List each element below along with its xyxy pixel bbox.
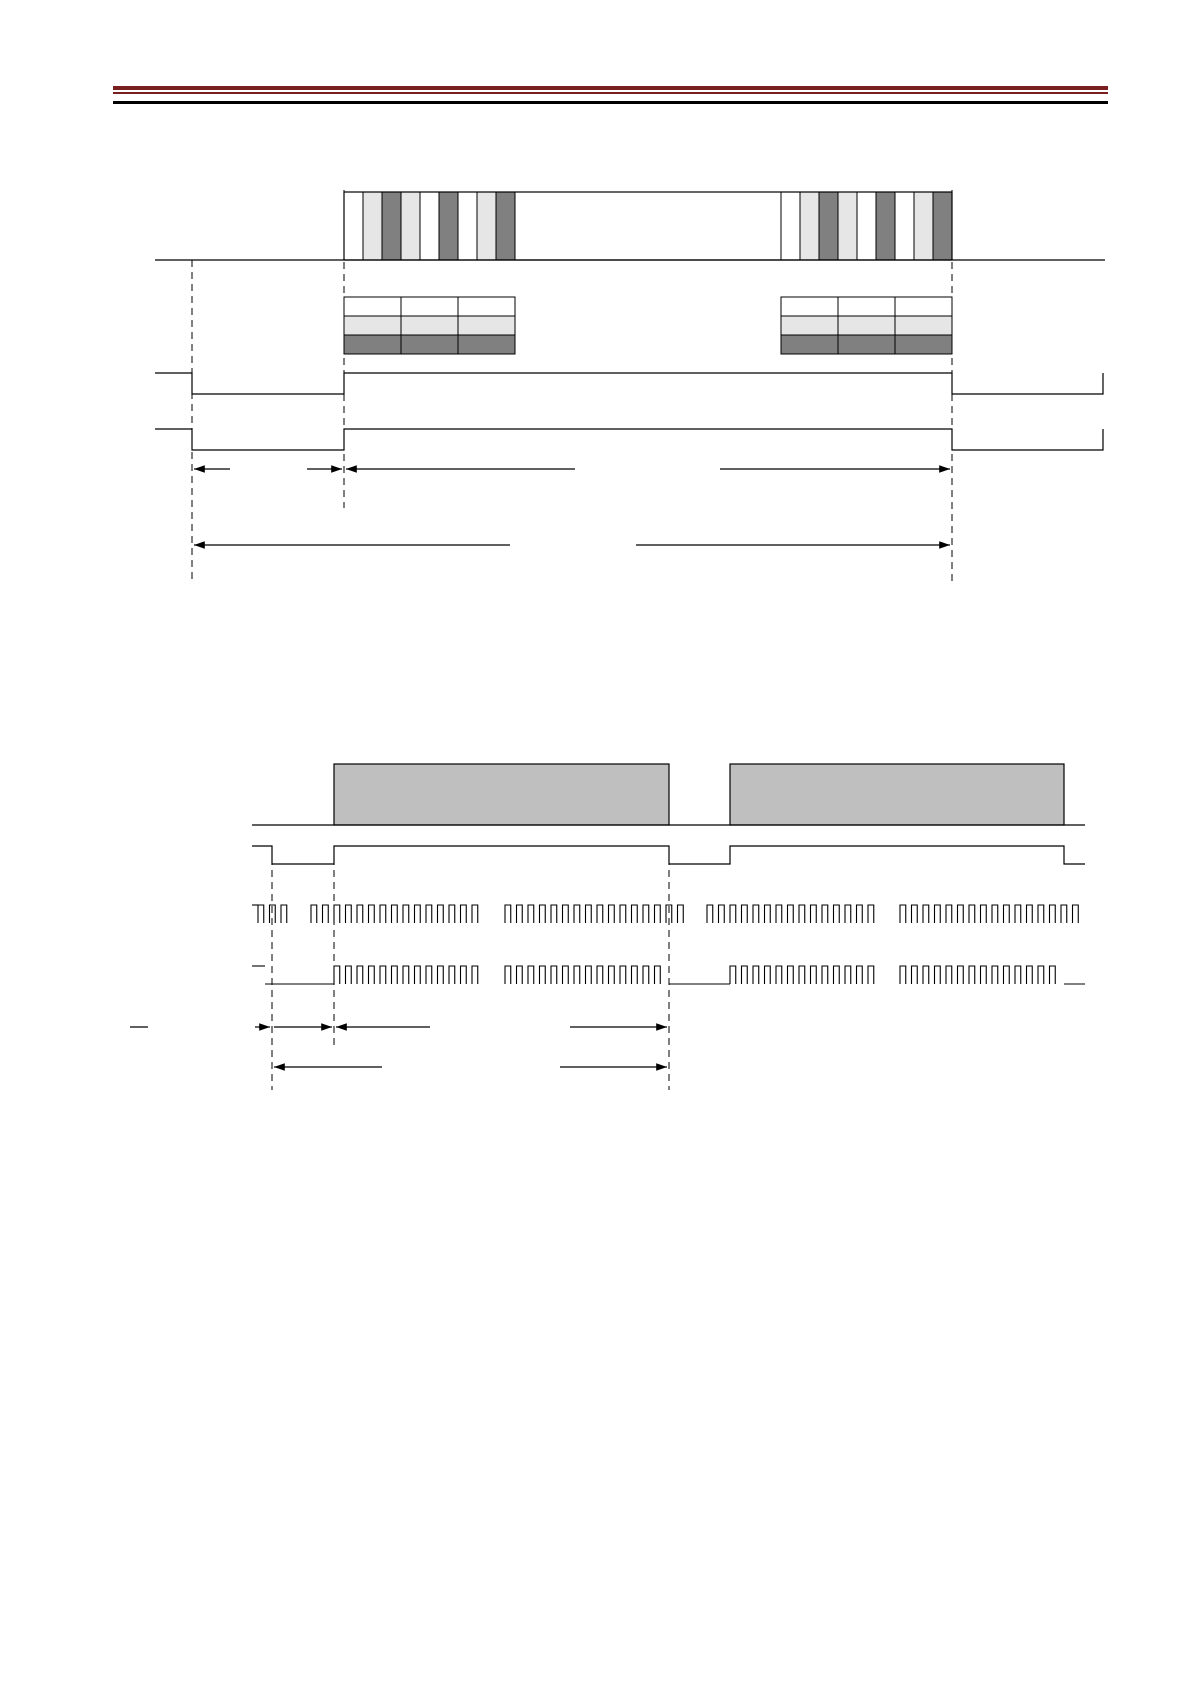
- clock-pulse: [392, 966, 398, 984]
- clock-pulse: [346, 966, 352, 984]
- clock-pulse: [334, 966, 340, 984]
- clock-pulse: [1015, 966, 1021, 984]
- clock-pulse: [551, 905, 557, 923]
- clock-pulse: [380, 905, 386, 923]
- clock-pulse: [857, 966, 863, 984]
- stripe-cell: [876, 192, 895, 260]
- clock-pulse: [788, 905, 794, 923]
- clock-pulse: [969, 966, 975, 984]
- legend-cell: [781, 297, 838, 316]
- header-rule-bottom: [113, 101, 1108, 104]
- clock-pulse: [563, 966, 569, 984]
- clock-pulse: [753, 905, 759, 923]
- clock-pulse: [742, 905, 748, 923]
- stripe-cell: [496, 192, 515, 260]
- clock-pulse: [609, 905, 615, 923]
- clock-pulse: [449, 966, 455, 984]
- clock-pulse: [597, 905, 603, 923]
- stripe-group-right: [781, 192, 952, 260]
- legend-cell: [895, 335, 952, 354]
- clock-pulse: [707, 905, 713, 923]
- bottom-timing-diagram: [130, 764, 1085, 1090]
- clock-pulse: [528, 905, 534, 923]
- clock-pulse: [1038, 905, 1044, 923]
- legend-cell: [838, 335, 895, 354]
- stripe-cell: [857, 192, 876, 260]
- stripe-cell: [477, 192, 496, 260]
- clock-pulse: [632, 905, 638, 923]
- clock-pulse: [742, 966, 748, 984]
- clock-pulse: [472, 966, 478, 984]
- clock-pulse: [822, 966, 828, 984]
- clock-pulse: [655, 905, 661, 923]
- legend-cell: [895, 316, 952, 335]
- clock-pulse: [597, 966, 603, 984]
- header-rules: [113, 86, 1108, 104]
- clock-pulse: [935, 966, 941, 984]
- clock-pulse: [1004, 905, 1010, 923]
- clock-pulse: [258, 905, 264, 923]
- clock-pulse: [461, 966, 467, 984]
- clock-pulse: [1050, 966, 1056, 984]
- clock-pulse: [753, 966, 759, 984]
- clock-pulse: [946, 905, 952, 923]
- clock-pulse: [822, 905, 828, 923]
- stripe-cell: [382, 192, 401, 260]
- stripe-cell: [439, 192, 458, 260]
- clock-pulse: [788, 966, 794, 984]
- clock-pulse: [811, 905, 817, 923]
- clock-pulse: [415, 966, 421, 984]
- clock-pulse: [678, 905, 684, 923]
- clock-pulse: [517, 905, 523, 923]
- legend-cell: [458, 316, 515, 335]
- clock-pulse: [426, 966, 432, 984]
- clock-pulse: [958, 905, 964, 923]
- legend-cell: [895, 297, 952, 316]
- clock-pulse: [845, 966, 851, 984]
- clock-pulse: [505, 966, 511, 984]
- clock-pulse: [730, 966, 736, 984]
- legend-cell: [458, 297, 515, 316]
- clock-pulse: [334, 905, 340, 923]
- clock-pulse: [868, 905, 874, 923]
- clock-pulse: [438, 966, 444, 984]
- clock-pulse: [923, 905, 929, 923]
- clock-pulse: [1015, 905, 1021, 923]
- clock-pulse: [449, 905, 455, 923]
- clock-pulse: [1004, 966, 1010, 984]
- clock-pulse: [586, 905, 592, 923]
- top-timing-diagram: [155, 190, 1105, 582]
- clock-pulse: [620, 966, 626, 984]
- clock-pulse: [776, 966, 782, 984]
- clock-pulse: [574, 905, 580, 923]
- clock-pulse: [655, 966, 661, 984]
- clock-pulse: [1073, 905, 1079, 923]
- legend-cell: [838, 316, 895, 335]
- clock-pulse: [912, 905, 918, 923]
- legend-cell: [344, 316, 401, 335]
- clock-pulse: [461, 905, 467, 923]
- header-rule-top: [113, 86, 1108, 90]
- signal-waveform-2: [155, 429, 1103, 450]
- clock-pulse: [643, 966, 649, 984]
- clock-pulse: [403, 966, 409, 984]
- clock-pulse: [586, 966, 592, 984]
- clock-pulse: [551, 966, 557, 984]
- legend-cell: [401, 297, 458, 316]
- clock-pulse: [719, 905, 725, 923]
- clock-pulse: [392, 905, 398, 923]
- stripe-cell: [401, 192, 420, 260]
- clock-pulse: [834, 966, 840, 984]
- clock-pulse: [472, 905, 478, 923]
- clock-pulse: [323, 905, 329, 923]
- clock-pulse: [540, 905, 546, 923]
- clock-pulse: [563, 905, 569, 923]
- legend-cell: [344, 335, 401, 354]
- clock-pulse: [958, 966, 964, 984]
- stripe-cell: [363, 192, 382, 260]
- clock-pulse: [992, 966, 998, 984]
- clock-pulse: [643, 905, 649, 923]
- clock-pulse: [403, 905, 409, 923]
- clock-pulse: [981, 905, 987, 923]
- clock-pulse: [415, 905, 421, 923]
- clock-pulse: [935, 905, 941, 923]
- clock-pulse: [311, 905, 317, 923]
- clock-waveform-1: [252, 905, 1078, 923]
- legend-cell: [344, 297, 401, 316]
- data-block-1: [334, 764, 669, 825]
- stripe-cell: [933, 192, 952, 260]
- legend-cell: [401, 335, 458, 354]
- clock-pulse: [632, 966, 638, 984]
- clock-pulse: [505, 905, 511, 923]
- clock-pulse: [426, 905, 432, 923]
- stripe-cell: [781, 192, 800, 260]
- clock-pulse: [765, 966, 771, 984]
- clock-pulse: [369, 905, 375, 923]
- clock-pulse: [1061, 905, 1067, 923]
- stripe-cell: [344, 192, 363, 260]
- legend-table-left: [344, 297, 515, 354]
- clock-pulse: [1038, 966, 1044, 984]
- legend-cell: [401, 316, 458, 335]
- data-block-2: [730, 764, 1064, 825]
- clock-pulse: [981, 966, 987, 984]
- legend-cell: [781, 316, 838, 335]
- clock-pulse: [357, 905, 363, 923]
- stripe-cell: [800, 192, 819, 260]
- legend-cell: [458, 335, 515, 354]
- clock-pulse: [857, 905, 863, 923]
- stripe-cell: [458, 192, 477, 260]
- clock-pulse: [730, 905, 736, 923]
- clock-pulse: [900, 905, 906, 923]
- clock-pulse: [620, 905, 626, 923]
- clock-pulse: [946, 966, 952, 984]
- stripe-group-left: [344, 192, 515, 260]
- clock-pulse: [574, 966, 580, 984]
- clock-pulse: [799, 905, 805, 923]
- stripe-cell: [914, 192, 933, 260]
- clock-pulse: [281, 905, 287, 923]
- clock-pulse: [540, 966, 546, 984]
- clock-pulse: [811, 966, 817, 984]
- signal-waveform-1: [155, 373, 1103, 394]
- clock-pulse: [438, 905, 444, 923]
- clock-pulse: [1027, 905, 1033, 923]
- clock-pulse: [992, 905, 998, 923]
- clock-pulse: [528, 966, 534, 984]
- stripe-cell: [895, 192, 914, 260]
- clock-pulse: [517, 966, 523, 984]
- header-rule-mid: [113, 92, 1108, 94]
- clock-pulse: [1027, 966, 1033, 984]
- legend-table-right: [781, 297, 952, 354]
- legend-cell: [781, 335, 838, 354]
- stripe-cell: [819, 192, 838, 260]
- clock-pulse: [868, 966, 874, 984]
- clock-pulse: [912, 966, 918, 984]
- clock-pulse: [357, 966, 363, 984]
- clock-pulse: [845, 905, 851, 923]
- clock-pulse: [346, 905, 352, 923]
- clock-pulse: [369, 966, 375, 984]
- stripe-cell: [838, 192, 857, 260]
- clock-pulse: [969, 905, 975, 923]
- clock-pulse: [834, 905, 840, 923]
- clock-pulse: [776, 905, 782, 923]
- clock-pulse: [799, 966, 805, 984]
- clock-pulse: [609, 966, 615, 984]
- clock-pulse: [765, 905, 771, 923]
- clock-pulse: [900, 966, 906, 984]
- clock-pulse: [923, 966, 929, 984]
- clock-pulse: [1050, 905, 1056, 923]
- clock-pulse: [380, 966, 386, 984]
- stripe-cell: [420, 192, 439, 260]
- legend-cell: [838, 297, 895, 316]
